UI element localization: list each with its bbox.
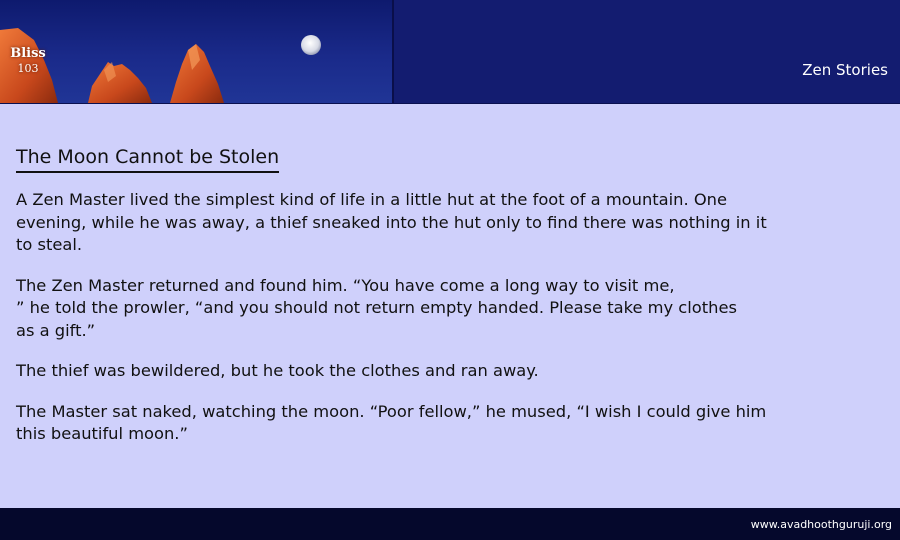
banner-illustration: [0, 0, 392, 103]
mountain-moon-image: [0, 0, 392, 103]
story-paragraph-1: A Zen Master lived the simplest kind of life in a little hut at the foot of a mountain. One evening, while he was away, a thief sneaked into the hut only to find there was nothing in it to steal.: [16, 190, 767, 254]
story-title: The Moon Cannot be Stolen: [16, 146, 279, 173]
logo-number: 103: [17, 62, 39, 75]
story-content: [16, 146, 886, 464]
section-title: Zen Stories: [802, 61, 888, 79]
footer-bar: [0, 508, 900, 540]
website-link[interactable]: www.avadhoothguruji.org: [750, 518, 892, 531]
moon-icon: [301, 35, 321, 55]
story-paragraph-3: The thief was bewildered, but he took the clothes and ran away.: [16, 361, 539, 380]
header-bar: [0, 0, 900, 104]
banner-divider: [392, 0, 394, 103]
logo-text: Bliss: [10, 46, 46, 61]
story-paragraph-4: The Master sat naked, watching the moon. “Poor fellow,” he mused, “I wish I could give him this beautiful moon.”: [16, 401, 767, 443]
bliss-logo: [6, 46, 50, 76]
story-paragraph-2: The Zen Master returned and found him. “You have come a long way to visit me, ” he told the prowler, “and you should not return empty handed. Please take my clothes as a gift.”: [16, 275, 737, 340]
